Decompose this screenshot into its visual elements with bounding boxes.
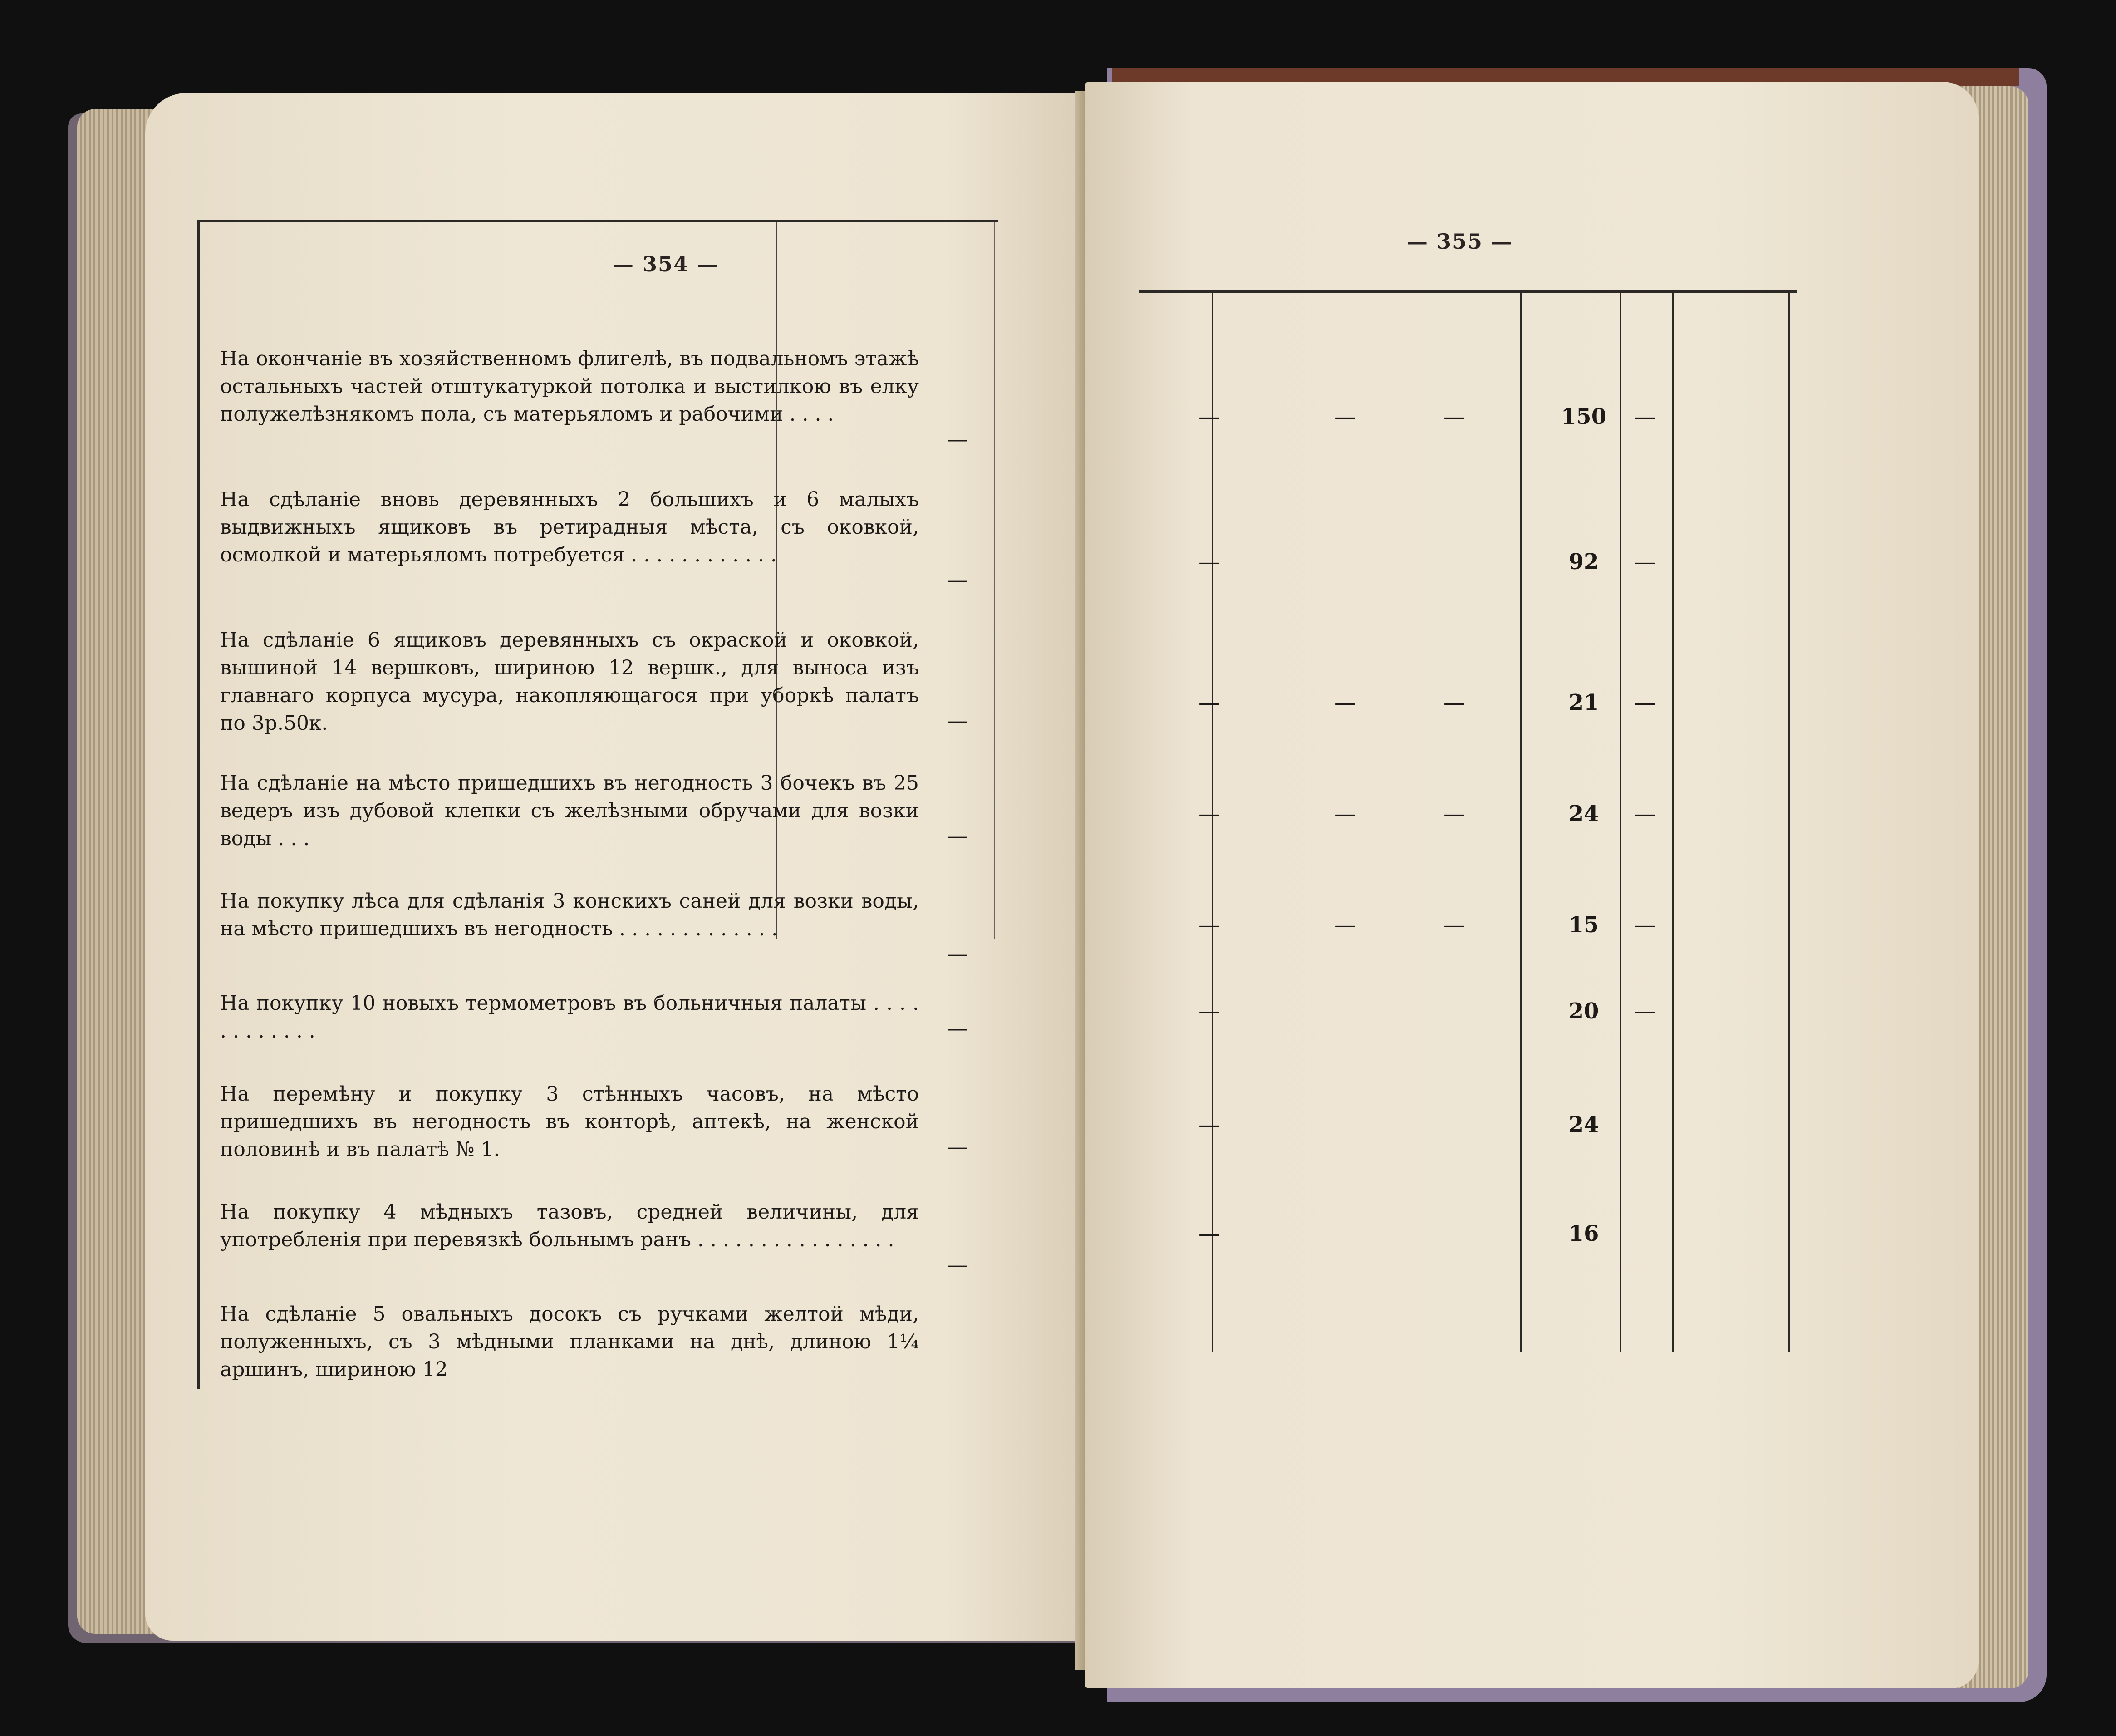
left-page-number: — 354 — <box>613 252 719 276</box>
amount-value: 150 <box>1561 404 1607 429</box>
amount-value: 92 <box>1568 549 1599 575</box>
entry-text: На сдѣланіе 5 овальныхъ досокъ съ ручками желтой мѣди, полуженныхъ, съ 3 мѣдными планками на днѣ, длиною 1¼ аршинъ, шириною 12 <box>220 1303 925 1381</box>
table-row <box>1139 1221 1797 1248</box>
amount-cell: — <box>1443 801 1465 826</box>
amount-value: 24 <box>1568 1112 1599 1137</box>
amount-cell: — <box>1198 998 1220 1024</box>
entry-amount: — <box>948 1136 967 1159</box>
table-row <box>200 769 967 852</box>
table-row <box>200 486 967 592</box>
entry-text: На сдѣланіе вновь деревянныхъ 2 большихъ и 6 малыхъ выдвижныхъ ящиковъ въ ретирадныя мѣста, съ оковкой, осмолкой и матерьяломъ потребуется . . . . . . . . . . . . <box>220 488 925 566</box>
entry-text: На перемѣну и покупку 3 стѣнныхъ часовъ, на мѣсто пришедшихъ въ негодность въ конторѣ, аптекѣ, на женской половинѣ и въ палатѣ № 1. <box>220 1082 925 1161</box>
amount-cell: — <box>1634 690 1656 715</box>
table-row <box>1139 912 1797 939</box>
entry-amount: — <box>948 1254 967 1277</box>
entry-amount: — <box>948 569 967 592</box>
table-row <box>200 626 967 737</box>
amount-cell: — <box>1634 912 1656 938</box>
amount-cell: — <box>1634 998 1656 1024</box>
amount-cell: — <box>1335 690 1356 715</box>
entry-text: На сдѣланіе на мѣсто пришедшихъ въ негодность 3 бочекъ въ 25 ведеръ изъ дубовой клепки съ желѣзными обручами для возки воды . . . <box>220 772 925 850</box>
table-top-rule <box>1139 290 1797 293</box>
amount-value: 20 <box>1568 998 1599 1024</box>
amount-cell: — <box>1198 549 1220 575</box>
amount-cell: — <box>1198 404 1220 429</box>
entry-text: На покупку лѣса для сдѣланія 3 конскихъ саней для возки воды, на мѣсто пришедшихъ въ негодность . . . . . . . . . . . . . <box>220 890 925 940</box>
amount-cell: — <box>1198 1221 1220 1246</box>
entry-amount: — <box>948 1017 967 1040</box>
amount-cell: — <box>1443 690 1465 715</box>
column-rule <box>994 222 995 939</box>
table-row <box>200 1080 967 1163</box>
amount-cell: — <box>1443 912 1465 938</box>
entry-amount: — <box>948 825 967 848</box>
table-row <box>1139 1112 1797 1139</box>
amount-value: 21 <box>1568 690 1599 715</box>
amount-cell: — <box>1198 801 1220 826</box>
table-row <box>1139 404 1797 431</box>
amount-value: 24 <box>1568 801 1599 826</box>
table-row <box>200 887 967 966</box>
table-row <box>200 345 967 451</box>
amount-cell: — <box>1198 1112 1220 1137</box>
amount-value: 15 <box>1568 912 1599 938</box>
amount-cell: — <box>1443 404 1465 429</box>
amount-value: 16 <box>1568 1221 1599 1246</box>
right-page-number: — 355 — <box>1407 229 1513 254</box>
amount-cell: — <box>1198 912 1220 938</box>
table-row <box>1139 801 1797 828</box>
amount-cell: — <box>1198 690 1220 715</box>
entry-amount: — <box>948 943 967 966</box>
amount-cell: — <box>1335 912 1356 938</box>
table-row <box>1139 998 1797 1026</box>
entry-text: На окончаніе въ хозяйственномъ флигелѣ, въ подвальномъ этажѣ остальныхъ частей отштукатуркой потолка и выстилкою въ елку полужелѣзнякомъ пола, съ матерьяломъ и рабочими . . . . <box>220 347 925 426</box>
entry-amount: — <box>948 709 967 733</box>
left-page-table <box>197 220 998 1389</box>
table-row <box>200 1300 926 1383</box>
table-row <box>1139 549 1797 576</box>
entry-amount: — <box>948 428 967 451</box>
table-row <box>200 1198 967 1277</box>
amount-cell: — <box>1634 801 1656 826</box>
right-page-table <box>1139 290 1797 1352</box>
amount-cell: — <box>1634 549 1656 575</box>
table-row <box>200 989 967 1045</box>
entry-text: На сдѣланіе 6 ящиковъ деревянныхъ съ окраской и оковкой, вышиной 14 вершковъ, шириною 12 вершк., для выноса изъ главнаго корпуса мусура, накопляющагося при уборкѣ палатъ по 3р.50к. <box>220 629 925 735</box>
amount-cell: — <box>1335 404 1356 429</box>
amount-cell: — <box>1634 404 1656 429</box>
amount-cell: — <box>1335 801 1356 826</box>
table-row <box>1139 690 1797 717</box>
entry-text: На покупку 10 новыхъ термометровъ въ больничныя палаты . . . . . . . . . . . . <box>220 992 925 1043</box>
entry-text: На покупку 4 мѣдныхъ тазовъ, средней величины, для употребленія при перевязкѣ больнымъ ранъ . . . . . . . . . . . . . . . . <box>220 1200 925 1251</box>
